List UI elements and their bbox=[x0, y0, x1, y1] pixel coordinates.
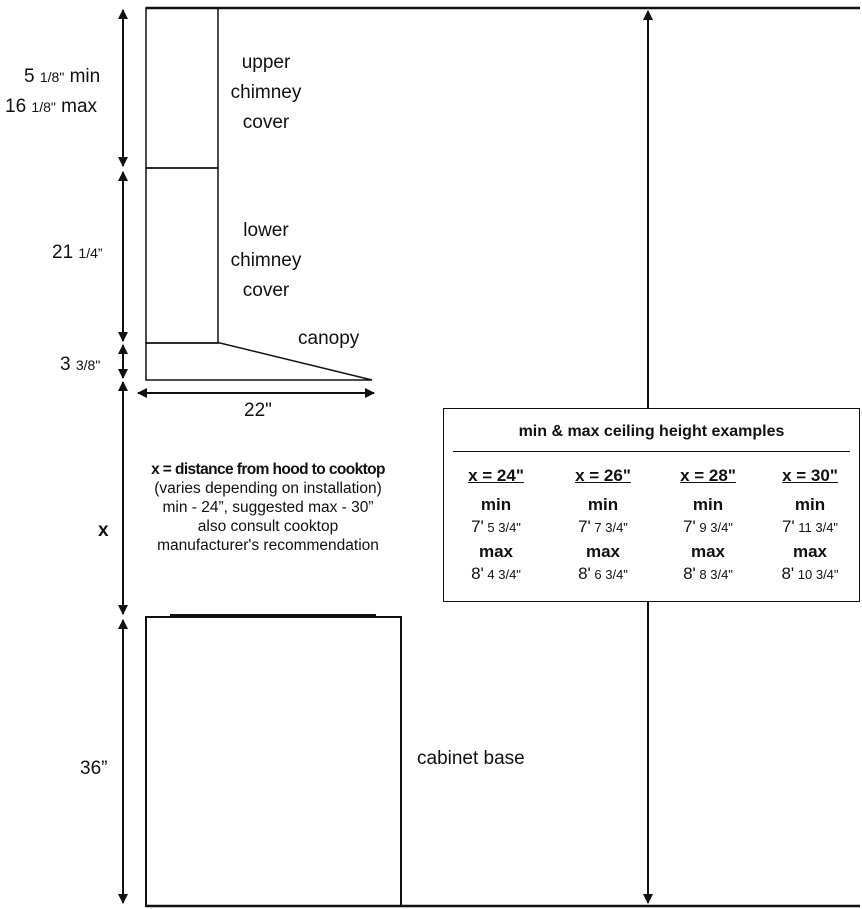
min-label: min bbox=[794, 495, 826, 514]
min-value: 7' 11 3/4" bbox=[781, 517, 839, 536]
distance-note: x = distance from hood to cooktop (varies depending on installation) min - 24”, suggested max - 30” also consult cooktop manufacturer's recommendation bbox=[151, 461, 385, 554]
max-label: max bbox=[690, 542, 726, 561]
min-value: 7' 7 3/4" bbox=[578, 517, 628, 536]
min-label: min bbox=[692, 495, 724, 514]
column-header: x = 24" bbox=[468, 466, 524, 485]
min-value: 7' 9 3/4" bbox=[683, 517, 733, 536]
lower-dimension: 21 1/4” bbox=[52, 242, 103, 263]
max-label: max bbox=[585, 542, 621, 561]
x-dimension: x bbox=[98, 520, 109, 541]
cabinet-base-shape bbox=[146, 617, 401, 906]
table-divider bbox=[453, 451, 850, 452]
max-value: 8' 8 3/4" bbox=[683, 564, 733, 583]
canopy-dimension: 3 3/8" bbox=[60, 354, 101, 375]
lower-chimney-label: lower chimney cover bbox=[230, 220, 302, 301]
table-column-x30 bbox=[760, 465, 860, 585]
table-column-x24 bbox=[448, 465, 544, 585]
table-column-x28 bbox=[660, 465, 756, 585]
table-column-x26 bbox=[555, 465, 651, 585]
max-value: 8' 10 3/4" bbox=[781, 564, 839, 583]
max-label: max bbox=[478, 542, 514, 561]
lower-chimney-cover-shape bbox=[146, 168, 218, 343]
upper-min-dimension: 5 1/8" min bbox=[24, 66, 101, 87]
width-dimension: 22" bbox=[244, 400, 272, 421]
min-value: 7' 5 3/4" bbox=[471, 517, 521, 536]
column-header: x = 28" bbox=[680, 466, 736, 485]
upper-chimney-label: upper chimney cover bbox=[230, 52, 302, 133]
cabinet-base-label: cabinet base bbox=[417, 748, 525, 769]
table-title: min & max ceiling height examples bbox=[518, 423, 785, 440]
canopy-label: canopy bbox=[298, 328, 360, 349]
ceiling-height-table bbox=[443, 408, 860, 602]
min-label: min bbox=[587, 495, 619, 514]
column-header: x = 30" bbox=[782, 466, 838, 485]
upper-chimney-cover-shape bbox=[146, 8, 218, 168]
column-header: x = 26" bbox=[575, 466, 631, 485]
min-label: min bbox=[480, 495, 512, 514]
upper-max-dimension: 16 1/8" max bbox=[5, 96, 98, 117]
max-label: max bbox=[792, 542, 828, 561]
max-value: 8' 6 3/4" bbox=[578, 564, 628, 583]
max-value: 8' 4 3/4" bbox=[471, 564, 521, 583]
cabinet-dimension: 36” bbox=[80, 758, 108, 779]
